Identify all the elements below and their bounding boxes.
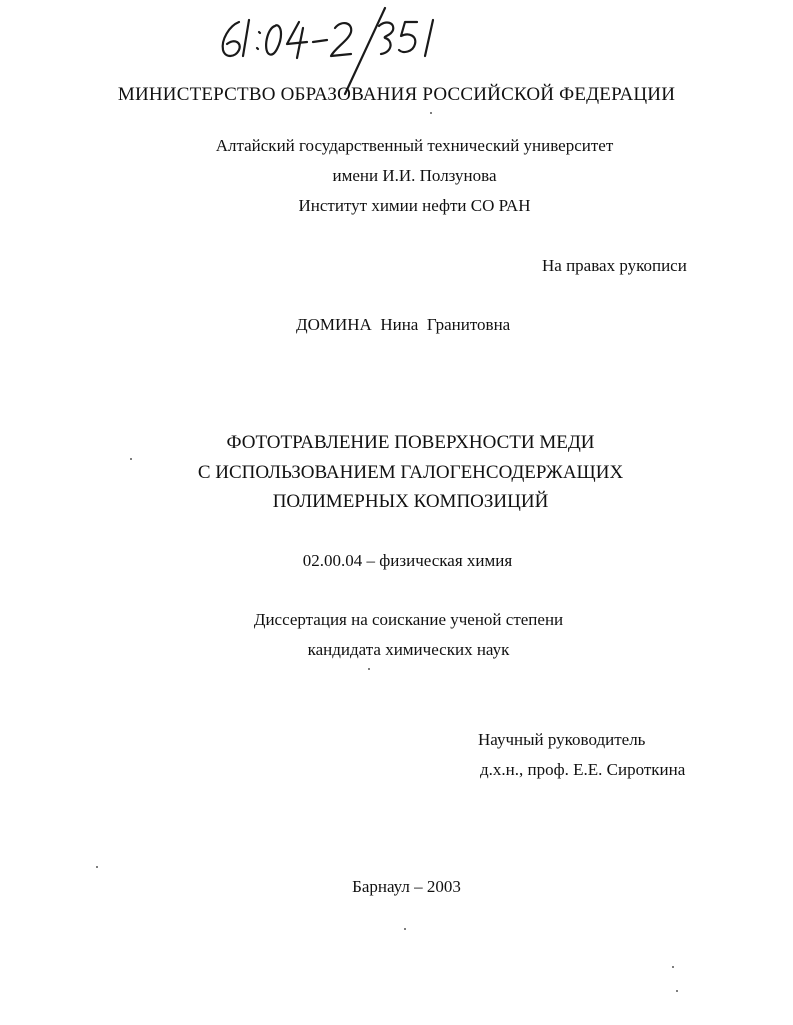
degree-line-1: Диссертация на соискание ученой степени <box>253 610 564 629</box>
degree-line-2: кандидата химических наук <box>307 640 510 659</box>
scan-speck <box>404 928 406 930</box>
scan-speck <box>368 668 370 670</box>
dissertation-title-line-3: ПОЛИМЕРНЫХ КОМПОЗИЦИЙ <box>272 491 549 512</box>
institute-name: Институт химии нефти СО РАН <box>298 196 531 215</box>
scan-speck <box>96 866 98 868</box>
university-name: Алтайский государственный технический университет <box>215 136 614 155</box>
dissertation-title-line-1: ФОТОТРАВЛЕНИЕ ПОВЕРХНОСТИ МЕДИ <box>226 432 595 453</box>
dissertation-title-line-2: С ИСПОЛЬЗОВАНИЕМ ГАЛОГЕНСОДЕРЖАЩИХ <box>197 462 624 483</box>
handwritten-archive-mark <box>195 6 455 96</box>
ministry-heading: МИНИСТЕРСТВО ОБРАЗОВАНИЯ РОССИЙСКОЙ ФЕДЕРАЦИИ <box>117 84 676 105</box>
supervisor-name: д.х.н., проф. Е.Е. Сироткина <box>480 760 686 779</box>
handwritten-mark-drawing <box>195 6 455 96</box>
city-year: Барнаул – 2003 <box>352 877 461 896</box>
scan-speck <box>430 112 432 114</box>
specialty-code: 02.00.04 – физическая химия <box>302 551 513 570</box>
scan-speck <box>676 990 678 992</box>
scan-speck <box>672 966 674 968</box>
university-named-after: имени И.И. Ползунова <box>332 166 497 185</box>
supervisor-label: Научный руководитель <box>478 730 646 749</box>
scan-speck <box>130 458 132 460</box>
manuscript-rights: На правах рукописи <box>542 256 687 275</box>
author-name: ДОМИНА Нина Гранитовна <box>296 315 511 334</box>
